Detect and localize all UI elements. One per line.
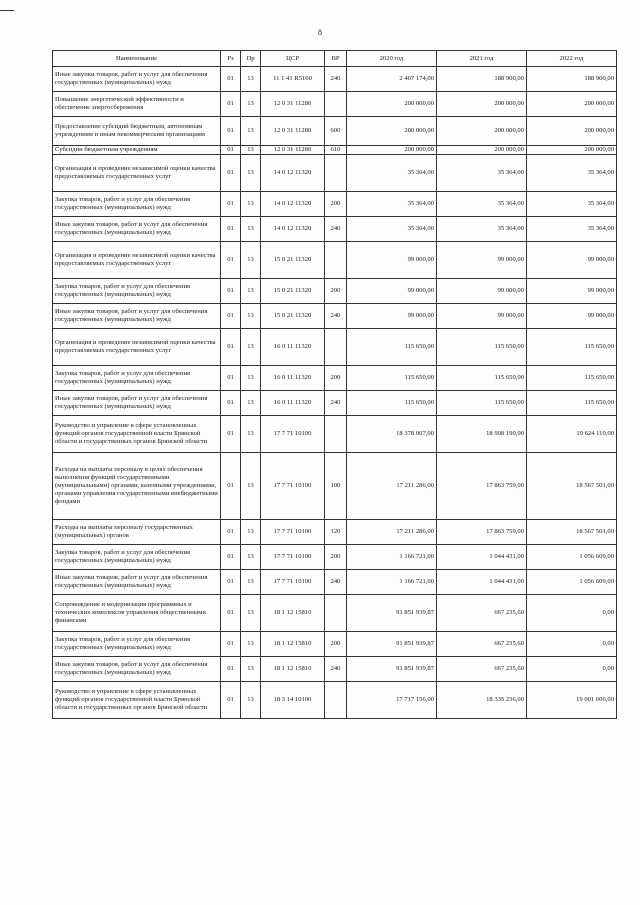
cell-vr: 200 xyxy=(325,192,347,217)
cell-2020: 17 211 286,00 xyxy=(347,520,437,545)
table-row xyxy=(53,595,617,632)
table-header-row xyxy=(53,51,617,67)
col-header-vr: ВР xyxy=(325,51,347,67)
cell-vr: 240 xyxy=(325,67,347,92)
cell-vr xyxy=(325,329,347,366)
cell-vr: 610 xyxy=(325,146,347,155)
cell-2022: 188 900,00 xyxy=(527,67,617,92)
budget-table xyxy=(52,50,617,719)
cell-csr: 18 1 12 15810 xyxy=(261,595,325,632)
cell-csr: 16 0 11 11320 xyxy=(261,366,325,391)
cell-2021: 35 364,00 xyxy=(437,192,527,217)
cell-csr: 18 1 12 15810 xyxy=(261,632,325,657)
cell-csr: 14 0 12 11320 xyxy=(261,155,325,192)
col-header-csr: ЦСР xyxy=(261,51,325,67)
cell-pr: 13 xyxy=(241,146,261,155)
cell-2020: 35 364,00 xyxy=(347,192,437,217)
cell-2020: 17 717 156,00 xyxy=(347,682,437,719)
cell-2021: 35 364,00 xyxy=(437,217,527,242)
table-row xyxy=(53,279,617,304)
cell-2020: 200 000,00 xyxy=(347,146,437,155)
cell-2022: 18 567 501,00 xyxy=(527,453,617,520)
cell-rz: 01 xyxy=(221,304,241,329)
cell-2022: 1 056 609,00 xyxy=(527,545,617,570)
cell-2021: 667 235,60 xyxy=(437,632,527,657)
cell-2022: 115 650,00 xyxy=(527,329,617,366)
cell-2021: 1 044 431,00 xyxy=(437,545,527,570)
cell-name: Предоставление субсидий бюджетным, автономным учреждениям и иным некоммерческим организациям xyxy=(53,117,221,146)
cell-2020: 115 650,00 xyxy=(347,329,437,366)
cell-name: Иные закупки товаров, работ и услуг для обеспечения государственных (муниципальных) нужд xyxy=(53,657,221,682)
cell-name: Руководство и управление в сфере установленных функций органов государственной власти Брянской области и государственных органов Брянской области xyxy=(53,416,221,453)
cell-csr: 15 0 21 11320 xyxy=(261,279,325,304)
table-body xyxy=(53,67,617,719)
cell-vr xyxy=(325,92,347,117)
cell-pr: 13 xyxy=(241,117,261,146)
cell-2021: 115 650,00 xyxy=(437,329,527,366)
cell-vr xyxy=(325,155,347,192)
table-row xyxy=(53,155,617,192)
cell-2022: 200 000,00 xyxy=(527,92,617,117)
cell-2020: 1 166 721,00 xyxy=(347,570,437,595)
cell-csr: 12 0 31 11280 xyxy=(261,92,325,117)
cell-vr: 100 xyxy=(325,453,347,520)
cell-vr xyxy=(325,242,347,279)
cell-rz: 01 xyxy=(221,117,241,146)
cell-name: Иные закупки товаров, работ и услуг для обеспечения государственных (муниципальных) нужд xyxy=(53,217,221,242)
cell-name: Иные закупки товаров, работ и услуг для обеспечения государственных (муниципальных) нужд xyxy=(53,391,221,416)
cell-2020: 35 364,00 xyxy=(347,217,437,242)
cell-csr: 14 0 12 11320 xyxy=(261,192,325,217)
cell-vr xyxy=(325,595,347,632)
cell-pr: 13 xyxy=(241,416,261,453)
cell-2021: 115 650,00 xyxy=(437,366,527,391)
cell-2022: 18 567 501,00 xyxy=(527,520,617,545)
cell-2022: 115 650,00 xyxy=(527,366,617,391)
cell-2020: 115 650,00 xyxy=(347,366,437,391)
cell-vr: 240 xyxy=(325,304,347,329)
cell-csr: 16 0 11 11320 xyxy=(261,329,325,366)
scan-edge-mark xyxy=(0,10,14,11)
table-row xyxy=(53,329,617,366)
cell-pr: 13 xyxy=(241,682,261,719)
cell-pr: 13 xyxy=(241,192,261,217)
table-row xyxy=(53,92,617,117)
cell-name: Закупка товаров, работ и услуг для обеспечения государственных (муниципальных) нужд xyxy=(53,192,221,217)
cell-vr: 240 xyxy=(325,217,347,242)
cell-name: Субсидии бюджетным учреждениям xyxy=(53,146,221,155)
cell-rz: 01 xyxy=(221,155,241,192)
cell-pr: 13 xyxy=(241,242,261,279)
cell-2021: 200 000,00 xyxy=(437,117,527,146)
cell-rz: 01 xyxy=(221,279,241,304)
cell-2022: 200 000,00 xyxy=(527,117,617,146)
cell-name: Закупка товаров, работ и услуг для обеспечения государственных (муниципальных) нужд xyxy=(53,632,221,657)
cell-csr: 17 7 71 10100 xyxy=(261,545,325,570)
cell-rz: 01 xyxy=(221,329,241,366)
table-row xyxy=(53,391,617,416)
cell-csr: 18 3 14 10100 xyxy=(261,682,325,719)
table-row xyxy=(53,520,617,545)
cell-csr: 17 7 71 10100 xyxy=(261,453,325,520)
cell-2020: 1 166 721,00 xyxy=(347,545,437,570)
cell-2022: 19 001 606,00 xyxy=(527,682,617,719)
cell-2022: 35 364,00 xyxy=(527,192,617,217)
table-row xyxy=(53,657,617,682)
cell-pr: 13 xyxy=(241,217,261,242)
cell-2022: 35 364,00 xyxy=(527,155,617,192)
cell-vr: 600 xyxy=(325,117,347,146)
table-row xyxy=(53,366,617,391)
cell-name: Расходы на выплаты персоналу государственных (муниципальных) органов xyxy=(53,520,221,545)
cell-csr: 16 0 11 11320 xyxy=(261,391,325,416)
table-row xyxy=(53,453,617,520)
cell-rz: 01 xyxy=(221,682,241,719)
cell-2021: 99 000,00 xyxy=(437,242,527,279)
col-header-pr: Пр xyxy=(241,51,261,67)
cell-pr: 13 xyxy=(241,304,261,329)
cell-pr: 13 xyxy=(241,329,261,366)
cell-2021: 35 364,00 xyxy=(437,155,527,192)
cell-rz: 01 xyxy=(221,570,241,595)
cell-pr: 13 xyxy=(241,657,261,682)
cell-name: Сопровождение и модернизация программных и технических комплексов управления общественными финансами xyxy=(53,595,221,632)
cell-vr xyxy=(325,682,347,719)
cell-pr: 13 xyxy=(241,453,261,520)
cell-name: Закупка товаров, работ и услуг для обеспечения государственных (муниципальных) нужд xyxy=(53,279,221,304)
cell-pr: 13 xyxy=(241,520,261,545)
table-row xyxy=(53,192,617,217)
cell-name: Иные закупки товаров, работ и услуг для обеспечения государственных (муниципальных) нужд xyxy=(53,67,221,92)
cell-pr: 13 xyxy=(241,155,261,192)
cell-csr: 15 0 21 11320 xyxy=(261,304,325,329)
cell-2022: 200 000,00 xyxy=(527,146,617,155)
cell-2022: 115 650,00 xyxy=(527,391,617,416)
cell-name: Организация и проведение независимой оценки качества предоставляемых государственных услуг xyxy=(53,155,221,192)
cell-csr: 17 7 71 10100 xyxy=(261,570,325,595)
cell-csr: 14 0 12 11320 xyxy=(261,217,325,242)
cell-2021: 200 000,00 xyxy=(437,146,527,155)
col-header-rz: Рз xyxy=(221,51,241,67)
cell-2020: 99 000,00 xyxy=(347,279,437,304)
cell-vr: 240 xyxy=(325,570,347,595)
cell-rz: 01 xyxy=(221,657,241,682)
page-number: 8 xyxy=(318,28,322,37)
cell-pr: 13 xyxy=(241,632,261,657)
col-header-name: Наименование xyxy=(53,51,221,67)
cell-2020: 18 378 007,00 xyxy=(347,416,437,453)
cell-pr: 13 xyxy=(241,391,261,416)
cell-2021: 1 044 431,00 xyxy=(437,570,527,595)
cell-rz: 01 xyxy=(221,632,241,657)
cell-2021: 99 000,00 xyxy=(437,304,527,329)
cell-pr: 13 xyxy=(241,545,261,570)
cell-2021: 18 908 190,00 xyxy=(437,416,527,453)
cell-name: Закупка товаров, работ и услуг для обеспечения государственных (муниципальных) нужд xyxy=(53,545,221,570)
cell-2022: 35 364,00 xyxy=(527,217,617,242)
cell-name: Закупка товаров, работ и услуг для обеспечения государственных (муниципальных) нужд xyxy=(53,366,221,391)
cell-2021: 200 000,00 xyxy=(437,92,527,117)
cell-pr: 13 xyxy=(241,279,261,304)
cell-2021: 667 235,60 xyxy=(437,595,527,632)
table-row xyxy=(53,545,617,570)
table-row xyxy=(53,632,617,657)
cell-vr: 200 xyxy=(325,632,347,657)
cell-rz: 01 xyxy=(221,416,241,453)
cell-2020: 91 851 939,87 xyxy=(347,595,437,632)
cell-2022: 99 000,00 xyxy=(527,279,617,304)
cell-2021: 99 000,00 xyxy=(437,279,527,304)
cell-rz: 01 xyxy=(221,453,241,520)
cell-2022: 0,00 xyxy=(527,595,617,632)
cell-2021: 17 863 759,00 xyxy=(437,453,527,520)
cell-2021: 667 235,60 xyxy=(437,657,527,682)
cell-csr: 17 7 71 10100 xyxy=(261,520,325,545)
cell-vr: 240 xyxy=(325,657,347,682)
cell-vr: 200 xyxy=(325,545,347,570)
cell-rz: 01 xyxy=(221,217,241,242)
cell-2020: 91 851 939,87 xyxy=(347,632,437,657)
cell-name: Повышение энергетической эффективности и обеспечение энергосбережения xyxy=(53,92,221,117)
col-header-2020: 2020 год xyxy=(347,51,437,67)
cell-rz: 01 xyxy=(221,366,241,391)
cell-vr: 200 xyxy=(325,366,347,391)
cell-csr: 12 0 31 11280 xyxy=(261,117,325,146)
cell-2020: 115 650,00 xyxy=(347,391,437,416)
table-row xyxy=(53,117,617,146)
table-row xyxy=(53,416,617,453)
cell-name: Иные закупки товаров, работ и услуг для обеспечения государственных (муниципальных) нужд xyxy=(53,304,221,329)
cell-2022: 0,00 xyxy=(527,632,617,657)
cell-rz: 01 xyxy=(221,192,241,217)
table-row xyxy=(53,146,617,155)
cell-rz: 01 xyxy=(221,146,241,155)
cell-vr: 240 xyxy=(325,391,347,416)
table-row xyxy=(53,217,617,242)
cell-vr: 120 xyxy=(325,520,347,545)
cell-2022: 99 000,00 xyxy=(527,242,617,279)
cell-2020: 91 851 939,87 xyxy=(347,657,437,682)
cell-rz: 01 xyxy=(221,242,241,279)
table-row xyxy=(53,570,617,595)
cell-2020: 17 211 286,00 xyxy=(347,453,437,520)
cell-2020: 35 364,00 xyxy=(347,155,437,192)
table-row xyxy=(53,242,617,279)
cell-csr: 12 0 31 11280 xyxy=(261,146,325,155)
cell-2021: 18 335 236,00 xyxy=(437,682,527,719)
cell-pr: 13 xyxy=(241,67,261,92)
cell-rz: 01 xyxy=(221,545,241,570)
cell-2022: 0,00 xyxy=(527,657,617,682)
cell-pr: 13 xyxy=(241,570,261,595)
cell-rz: 01 xyxy=(221,67,241,92)
cell-csr: 17 7 71 10100 xyxy=(261,416,325,453)
cell-2022: 1 056 609,00 xyxy=(527,570,617,595)
cell-2020: 2 407 174,00 xyxy=(347,67,437,92)
cell-rz: 01 xyxy=(221,520,241,545)
cell-vr xyxy=(325,416,347,453)
cell-2022: 99 000,00 xyxy=(527,304,617,329)
cell-pr: 13 xyxy=(241,595,261,632)
cell-csr: 11 1 41 R5160 xyxy=(261,67,325,92)
cell-pr: 13 xyxy=(241,366,261,391)
cell-2021: 115 650,00 xyxy=(437,391,527,416)
cell-name: Расходы на выплаты персоналу в целях обеспечения выполнения функций государственными (муниципальными) органами, казенными учреждениями, органами управления государственными внебюджетными фондами xyxy=(53,453,221,520)
table-row xyxy=(53,304,617,329)
cell-rz: 01 xyxy=(221,391,241,416)
cell-name: Организация и проведение независимой оценки качества предоставляемых государственных услуг xyxy=(53,329,221,366)
col-header-2022: 2022 год xyxy=(527,51,617,67)
cell-pr: 13 xyxy=(241,92,261,117)
cell-csr: 18 1 12 15810 xyxy=(261,657,325,682)
cell-2020: 200 000,00 xyxy=(347,117,437,146)
cell-name: Руководство и управление в сфере установленных функций органов государственной власти Брянской области и государственных органов Брянской области xyxy=(53,682,221,719)
cell-2021: 188 900,00 xyxy=(437,67,527,92)
cell-2020: 99 000,00 xyxy=(347,242,437,279)
cell-rz: 01 xyxy=(221,92,241,117)
cell-name: Иные закупки товаров, работ и услуг для обеспечения государственных (муниципальных) нужд xyxy=(53,570,221,595)
col-header-2021: 2021 год xyxy=(437,51,527,67)
cell-2021: 17 863 759,00 xyxy=(437,520,527,545)
cell-rz: 01 xyxy=(221,595,241,632)
cell-name: Организация и проведение независимой оценки качества предоставляемых государственных услуг xyxy=(53,242,221,279)
cell-2022: 19 624 110,00 xyxy=(527,416,617,453)
cell-vr: 200 xyxy=(325,279,347,304)
cell-csr: 15 0 21 11320 xyxy=(261,242,325,279)
table-row xyxy=(53,682,617,719)
cell-2020: 200 000,00 xyxy=(347,92,437,117)
cell-2020: 99 000,00 xyxy=(347,304,437,329)
table-row xyxy=(53,67,617,92)
